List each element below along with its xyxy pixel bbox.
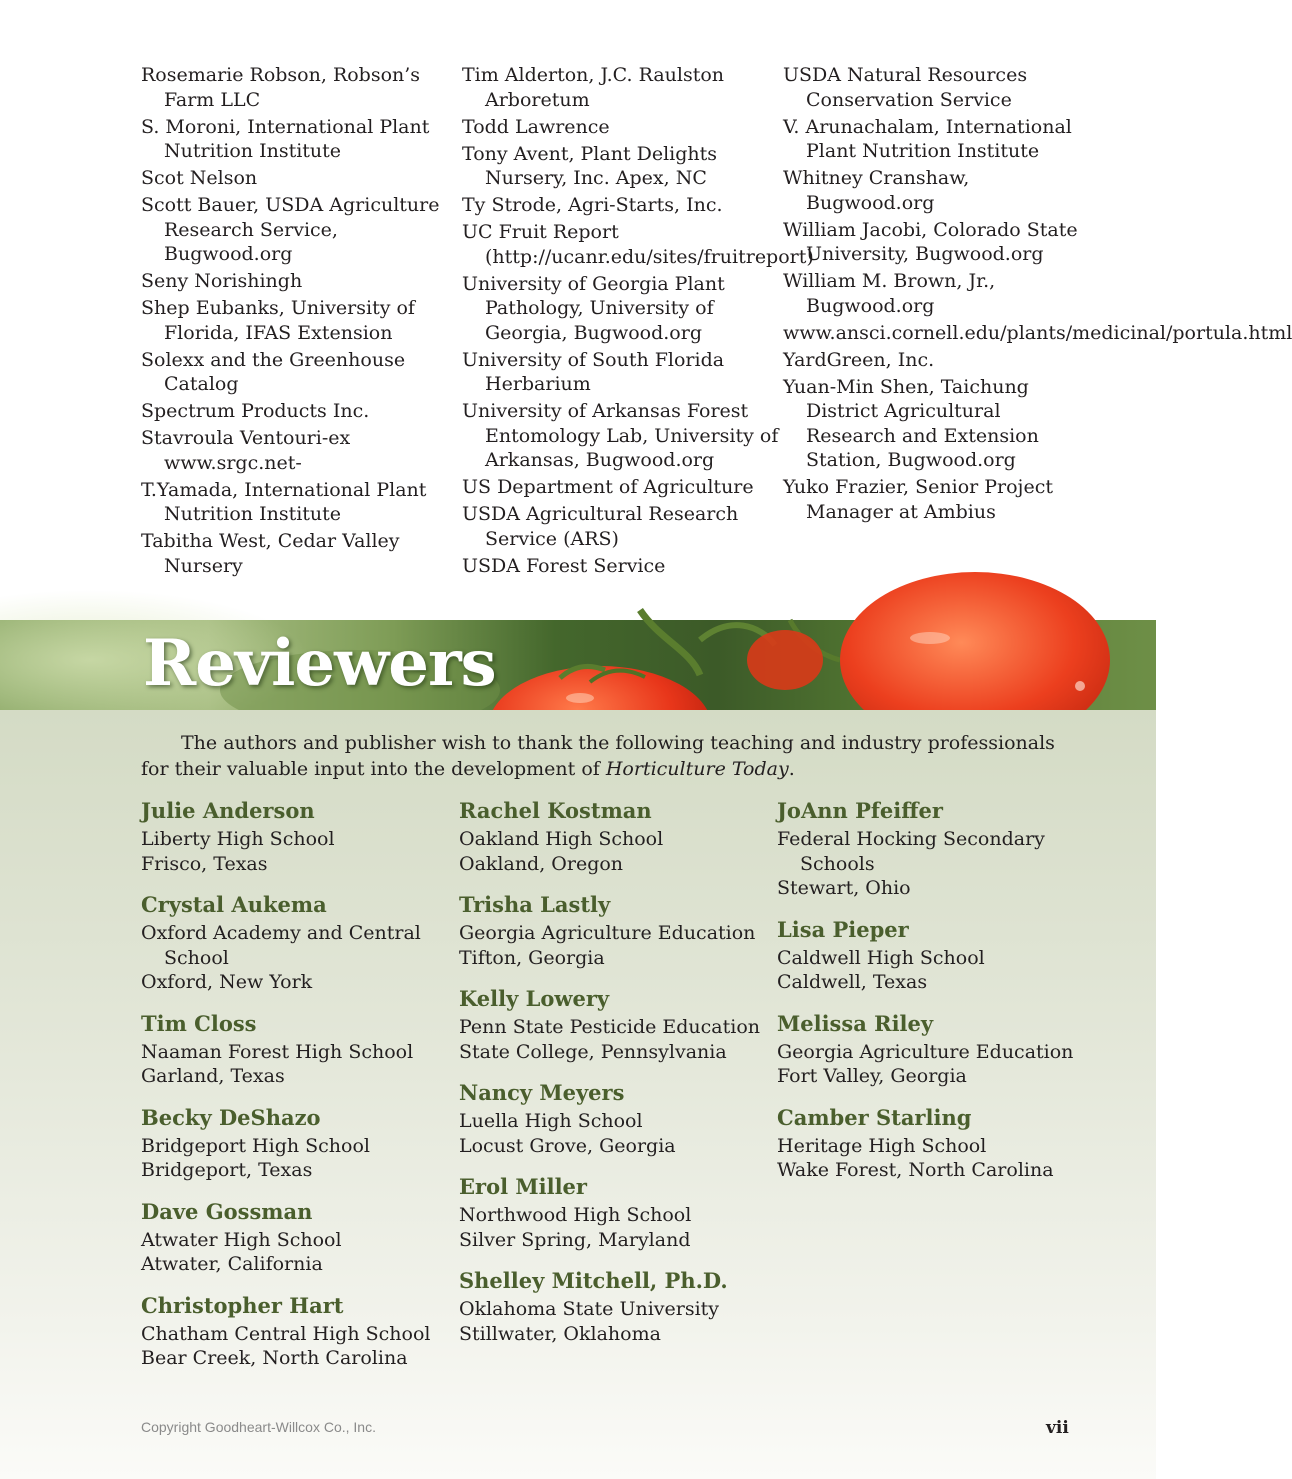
intro-text: The authors and publisher wish to thank the following teaching and industry professionals for their valuable input into the development of <box>141 732 1055 780</box>
reviewer-name: Rachel Kostman <box>459 798 652 823</box>
reviewer-location: Bear Creek, North Carolina <box>141 1347 408 1369</box>
reviewer-location: Garland, Texas <box>141 1065 285 1087</box>
reviewer-school: Northwood High School <box>459 1204 692 1226</box>
reviewer-school: Heritage High School <box>777 1134 987 1157</box>
reviewer-location: Locust Grove, Georgia <box>459 1134 676 1157</box>
credit-entry: YardGreen, Inc. <box>783 348 935 371</box>
reviewer-name: Crystal Aukema <box>141 892 327 917</box>
reviewers-intro <box>141 730 1061 782</box>
reviewer-name: Erol Miller <box>459 1174 587 1199</box>
reviewer-entry <box>141 1010 459 1089</box>
credit-entry: Tabitha West, Cedar Valley Nursery <box>141 530 400 577</box>
credit-entry: Seny Norishingh <box>141 270 303 292</box>
reviewer-location: Silver Spring, Maryland <box>459 1228 691 1251</box>
credit-entry: University of Arkansas Forest Entomology Lab, University of Arkansas, Bugwood.org <box>462 400 779 471</box>
reviewer-entry <box>459 985 777 1064</box>
reviewer-entry <box>141 797 459 876</box>
credit-entry: University of South Florida Herbarium <box>462 348 725 395</box>
reviewer-name: Melissa Riley <box>777 1010 934 1036</box>
reviewer-entry <box>141 1292 459 1371</box>
credit-entry: USDA Natural Resources Conservation Service <box>783 64 1028 111</box>
credit-entry: William Jacobi, Colorado State University, Bugwood.org <box>783 218 1078 265</box>
credit-entry: Tony Avent, Plant Delights Nursery, Inc. Apex, NC <box>462 142 718 189</box>
reviewer-school: Atwater High School <box>141 1228 342 1251</box>
reviewer-location: Caldwell, Texas <box>777 971 928 993</box>
reviewer-name: Camber Starling <box>777 1104 972 1130</box>
reviewer-school: Liberty High School <box>141 828 335 850</box>
reviewer-entry <box>777 1010 1081 1089</box>
reviewer-name: Nancy Meyers <box>459 1080 625 1105</box>
reviewer-entry <box>459 1173 777 1252</box>
credit-entry: University of Georgia Plant Pathology, University of Georgia, Bugwood.org <box>462 272 725 344</box>
credit-entry: www.ansci.cornell.edu/plants/medicinal/portula.html <box>783 321 1292 344</box>
credit-entry: USDA Agricultural Research Service (ARS) <box>462 503 739 550</box>
reviewer-school: Oklahoma State University <box>459 1298 720 1320</box>
reviewer-entry <box>459 891 777 970</box>
credit-entry: Tim Alderton, J.C. Raulston Arboretum <box>462 64 725 111</box>
reviewer-location: Stillwater, Oklahoma <box>459 1322 661 1345</box>
reviewer-location: Bridgeport, Texas <box>141 1159 313 1181</box>
reviewer-school: Chatham Central High School <box>141 1322 431 1345</box>
reviewer-name: Lisa Pieper <box>777 916 909 942</box>
credit-entry: Spectrum Products Inc. <box>141 400 370 422</box>
reviewer-location: Oakland, Oregon <box>459 852 624 875</box>
credit-entry: T.Yamada, International Plant Nutrition Institute <box>141 478 427 525</box>
credit-entry: Rosemarie Robson, Robson’s Farm LLC <box>141 64 421 111</box>
reviewer-entry <box>459 797 777 876</box>
reviewer-name: JoAnn Pfeiffer <box>777 798 943 823</box>
reviewers-heading: Reviewers <box>143 626 496 701</box>
reviewers-banner <box>0 620 1156 710</box>
reviewer-entry <box>141 1198 459 1277</box>
reviewer-name: Becky DeShazo <box>141 1104 321 1130</box>
reviewer-entry <box>777 1104 1081 1183</box>
reviewer-entry <box>777 797 1081 901</box>
reviewer-entry <box>141 1104 459 1183</box>
credit-entry: Scot Nelson <box>141 167 258 189</box>
reviewer-location: Frisco, Texas <box>141 852 268 875</box>
reviewer-location: Stewart, Ohio <box>777 877 911 899</box>
credit-entry: USDA Forest Service <box>462 554 666 577</box>
reviewers-list <box>141 797 1081 1386</box>
reviewer-location: Tifton, Georgia <box>459 946 605 969</box>
credits-column-1 <box>141 63 462 581</box>
reviewer-entry <box>459 1079 777 1158</box>
reviewer-school: Penn State Pesticide Education <box>459 1016 761 1038</box>
reviewer-name: Dave Gossman <box>141 1198 313 1224</box>
credit-entry: Ty Strode, Agri-Starts, Inc. <box>462 194 723 216</box>
reviewer-location: Oxford, New York <box>141 971 313 993</box>
reviewers-column-3 <box>777 797 1081 1386</box>
credit-entry: S. Moroni, International Plant Nutrition Institute <box>141 115 430 162</box>
photo-credits-list <box>141 63 1292 581</box>
reviewer-school: Georgia Agriculture Education <box>459 922 756 944</box>
reviewer-school: Bridgeport High School <box>141 1134 370 1157</box>
book-title: Horticulture Today <box>605 758 789 780</box>
reviewer-name: Trisha Lastly <box>459 892 611 917</box>
reviewer-school: Caldwell High School <box>777 946 985 969</box>
credit-entry: William M. Brown, Jr., Bugwood.org <box>783 270 996 317</box>
credit-entry: US Department of Agriculture <box>462 476 754 498</box>
credits-column-3 <box>783 63 1292 581</box>
reviewer-name: Julie Anderson <box>141 798 315 823</box>
reviewer-name: Christopher Hart <box>141 1292 344 1318</box>
reviewer-name: Kelly Lowery <box>459 986 610 1011</box>
reviewer-location: Fort Valley, Georgia <box>777 1065 967 1087</box>
reviewers-column-1 <box>141 797 459 1386</box>
reviewers-column-2 <box>459 797 777 1386</box>
reviewer-school: Georgia Agriculture Education <box>777 1040 1074 1063</box>
reviewer-name: Tim Closs <box>141 1010 257 1036</box>
reviewer-school: Federal Hocking Secondary Schools <box>777 828 1045 875</box>
reviewer-location: Atwater, California <box>141 1253 323 1275</box>
credit-entry: Whitney Cranshaw, Bugwood.org <box>783 167 970 214</box>
reviewer-school: Oakland High School <box>459 828 664 850</box>
credit-entry: Yuko Frazier, Senior Project Manager at Ambius <box>783 476 1053 523</box>
reviewer-school: Luella High School <box>459 1110 643 1132</box>
credit-entry: Stavroula Ventouri-ex www.srgc.net- <box>141 427 351 474</box>
credit-entry: Scott Bauer, USDA Agriculture Research Service, Bugwood.org <box>141 194 440 265</box>
credit-entry: Shep Eubanks, University of Florida, IFAS Extension <box>141 297 415 344</box>
credit-entry: UC Fruit Report (http://ucanr.edu/sites/fruitreport) <box>462 221 814 268</box>
credits-column-2 <box>462 63 814 581</box>
credit-entry: V. Arunachalam, International Plant Nutrition Institute <box>783 115 1072 162</box>
credit-entry: Todd Lawrence <box>462 115 610 138</box>
page-number: vii <box>1046 1418 1069 1438</box>
reviewer-school: Naaman Forest High School <box>141 1040 414 1063</box>
reviewer-entry <box>141 891 459 995</box>
credit-entry: Solexx and the Greenhouse Catalog <box>141 348 406 395</box>
reviewer-entry <box>459 1267 777 1346</box>
reviewer-entry <box>777 916 1081 995</box>
reviewer-name: Shelley Mitchell, Ph.D. <box>459 1268 728 1293</box>
copyright-notice: Copyright Goodheart-Willcox Co., Inc. <box>141 1419 376 1435</box>
intro-end: . <box>788 758 795 780</box>
reviewer-location: Wake Forest, North Carolina <box>777 1159 1054 1181</box>
reviewer-location: State College, Pennsylvania <box>459 1040 727 1063</box>
credit-entry: Yuan-Min Shen, Taichung District Agricultural Research and Extension Station, Bugwood.org <box>783 375 1039 471</box>
reviewer-school: Oxford Academy and Central School <box>141 922 421 969</box>
